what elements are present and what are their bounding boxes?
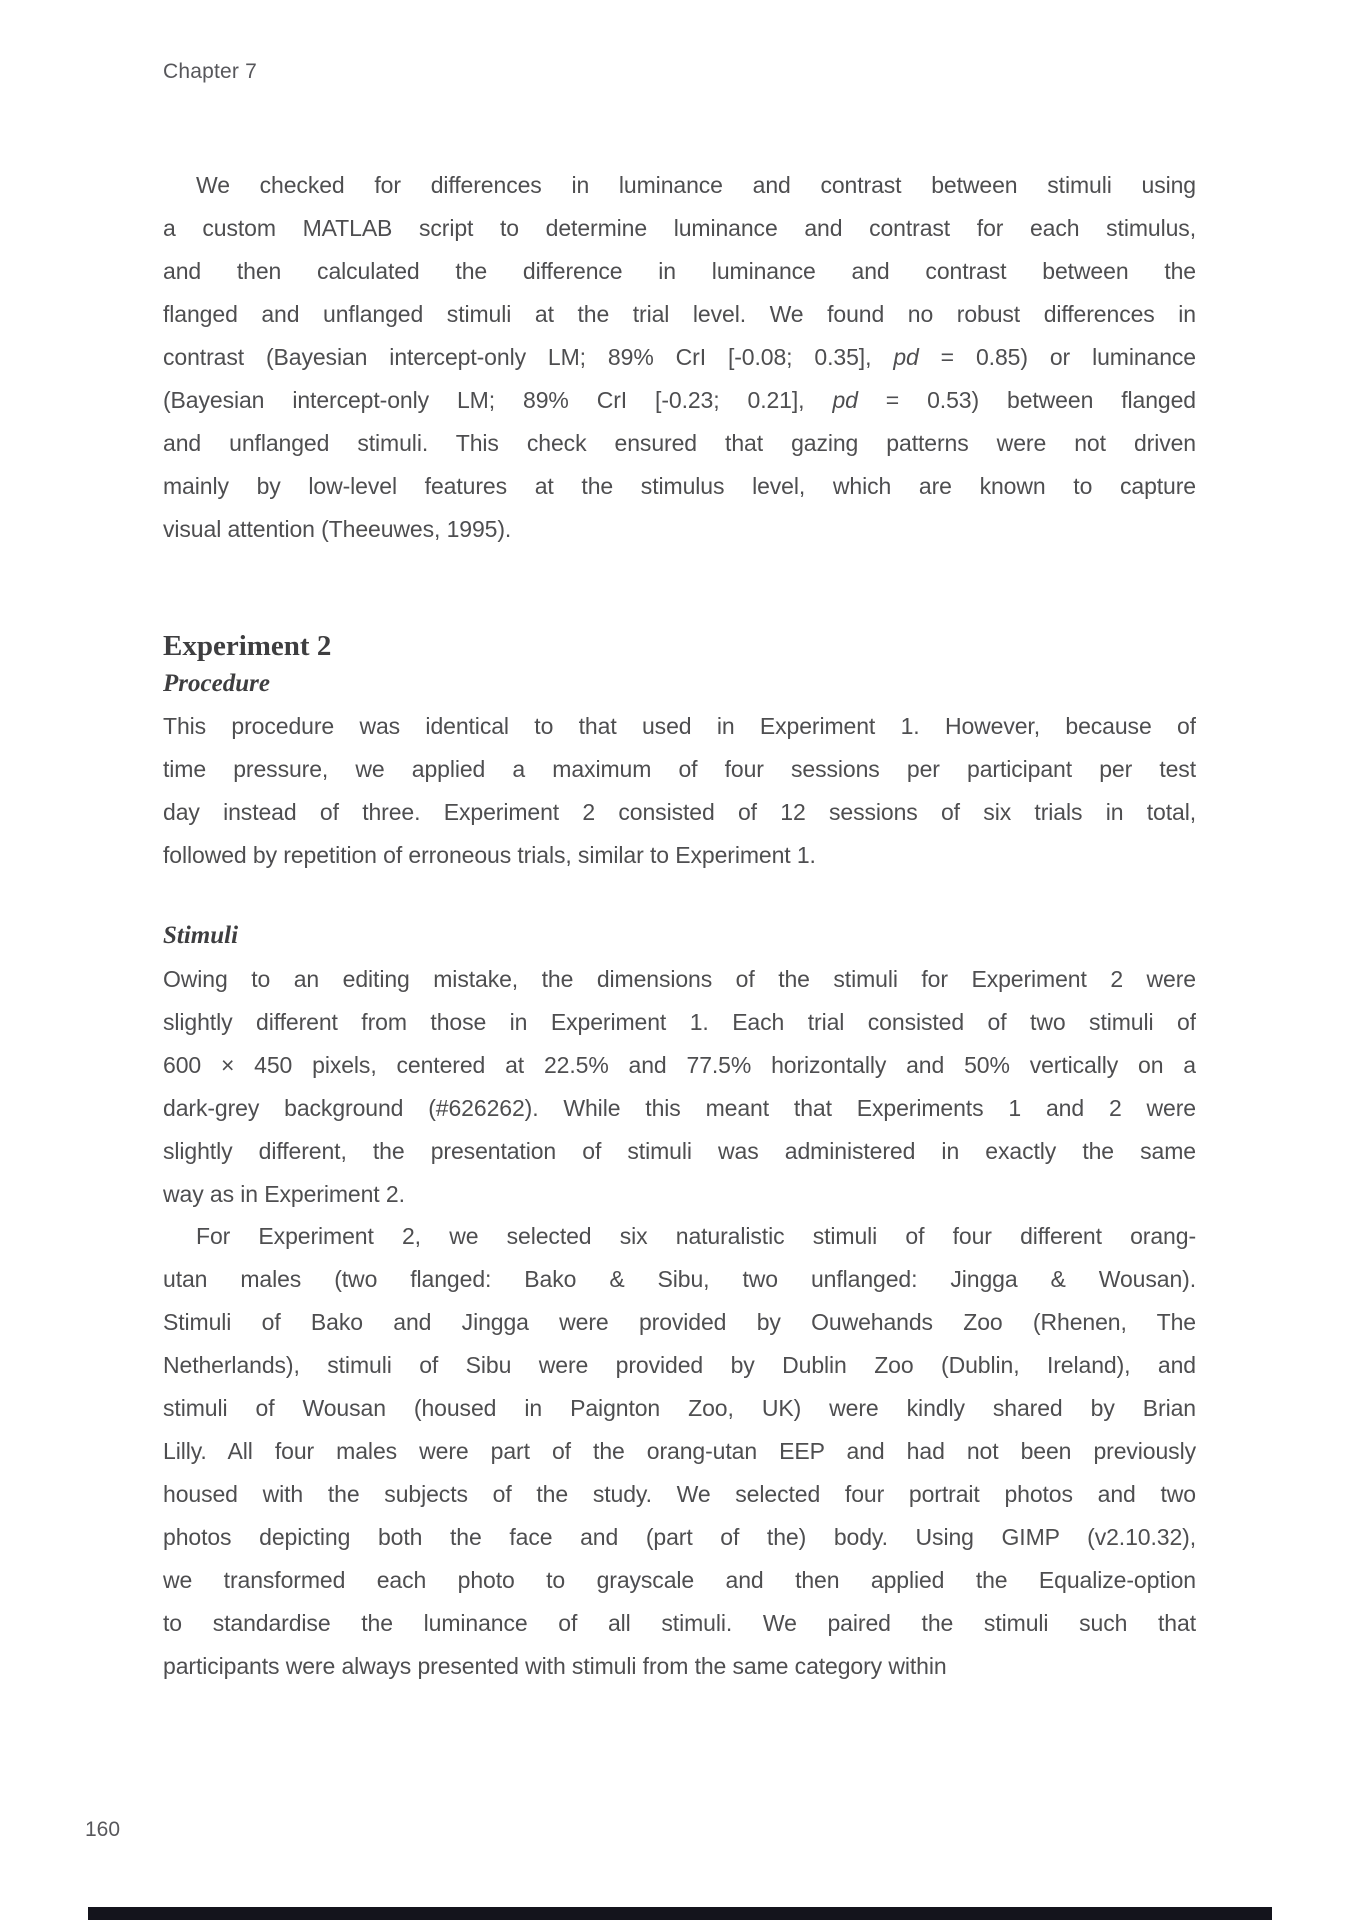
text-line: stimuli of Wousan (housed in Paignton Zoo, UK) were kindly shared by Brian <box>163 1395 1196 1421</box>
bottom-bar <box>88 1907 1272 1920</box>
text-line: a custom MATLAB script to determine luminance and contrast for each stimulus, <box>163 215 1196 241</box>
text-line: For Experiment 2, we selected six naturalistic stimuli of four different orang- <box>196 1223 1196 1249</box>
text-line: We checked for differences in luminance and contrast between stimuli using <box>196 172 1196 198</box>
text-line: and unflanged stimuli. This check ensured that gazing patterns were not driven <box>163 430 1196 456</box>
text-line: to standardise the luminance of all stimuli. We paired the stimuli such that <box>163 1610 1196 1636</box>
text-line: housed with the subjects of the study. We selected four portrait photos and two <box>163 1481 1196 1507</box>
paragraph-stimuli-dimensions <box>163 958 1196 1216</box>
text-line: followed by repetition of erroneous trials, similar to Experiment 1. <box>163 842 816 868</box>
text-line: Stimuli of Bako and Jingga were provided by Ouwehands Zoo (Rhenen, The <box>163 1309 1196 1335</box>
text-line: Netherlands), stimuli of Sibu were provided by Dublin Zoo (Dublin, Ireland), and <box>163 1352 1196 1378</box>
page-number: 160 <box>85 1818 121 1841</box>
paragraph-luminance-check <box>163 164 1196 551</box>
text-line: Lilly. All four males were part of the orang-utan EEP and had not been previously <box>163 1438 1196 1464</box>
heading-procedure: Procedure <box>163 670 270 697</box>
text-line: utan males (two flanged: Bako & Sibu, two unflanged: Jingga & Wousan). <box>163 1266 1196 1292</box>
text-line: and then calculated the difference in luminance and contrast between the <box>163 258 1196 284</box>
text-line: way as in Experiment 2. <box>163 1181 405 1207</box>
text-line: 600 × 450 pixels, centered at 22.5% and 77.5% horizontally and 50% vertically on a <box>163 1052 1196 1078</box>
text-line: we transformed each photo to grayscale and then applied the Equalize-option <box>163 1567 1196 1593</box>
text-line: time pressure, we applied a maximum of four sessions per participant per test <box>163 756 1196 782</box>
heading-experiment-2: Experiment 2 <box>163 630 332 662</box>
text-line: day instead of three. Experiment 2 consisted of 12 sessions of six trials in total, <box>163 799 1196 825</box>
text-line: slightly different, the presentation of stimuli was administered in exactly the same <box>163 1138 1196 1164</box>
paragraph-stimuli-selection <box>163 1215 1196 1688</box>
text-line: slightly different from those in Experiment 1. Each trial consisted of two stimuli of <box>163 1009 1196 1035</box>
text-line: Owing to an editing mistake, the dimensions of the stimuli for Experiment 2 were <box>163 966 1196 992</box>
paragraph-procedure <box>163 705 1196 877</box>
text-line: participants were always presented with stimuli from the same category within <box>163 1653 947 1679</box>
text-line: mainly by low-level features at the stimulus level, which are known to capture <box>163 473 1196 499</box>
text-line: This procedure was identical to that used in Experiment 1. However, because of <box>163 713 1196 739</box>
text-line: photos depicting both the face and (part of the) body. Using GIMP (v2.10.32), <box>163 1524 1196 1550</box>
text-line: contrast (Bayesian intercept-only LM; 89% CrI [-0.08; 0.35], pd = 0.85) or luminance <box>163 344 1196 370</box>
running-header-chapter: Chapter 7 <box>163 60 258 83</box>
heading-stimuli: Stimuli <box>163 922 239 949</box>
text-line: flanged and unflanged stimuli at the trial level. We found no robust differences in <box>163 301 1196 327</box>
text-line: (Bayesian intercept-only LM; 89% CrI [-0.23; 0.21], pd = 0.53) between flanged <box>163 387 1196 413</box>
text-line: dark-grey background (#626262). While this meant that Experiments 1 and 2 were <box>163 1095 1196 1121</box>
text-line: visual attention (Theeuwes, 1995). <box>163 516 512 542</box>
